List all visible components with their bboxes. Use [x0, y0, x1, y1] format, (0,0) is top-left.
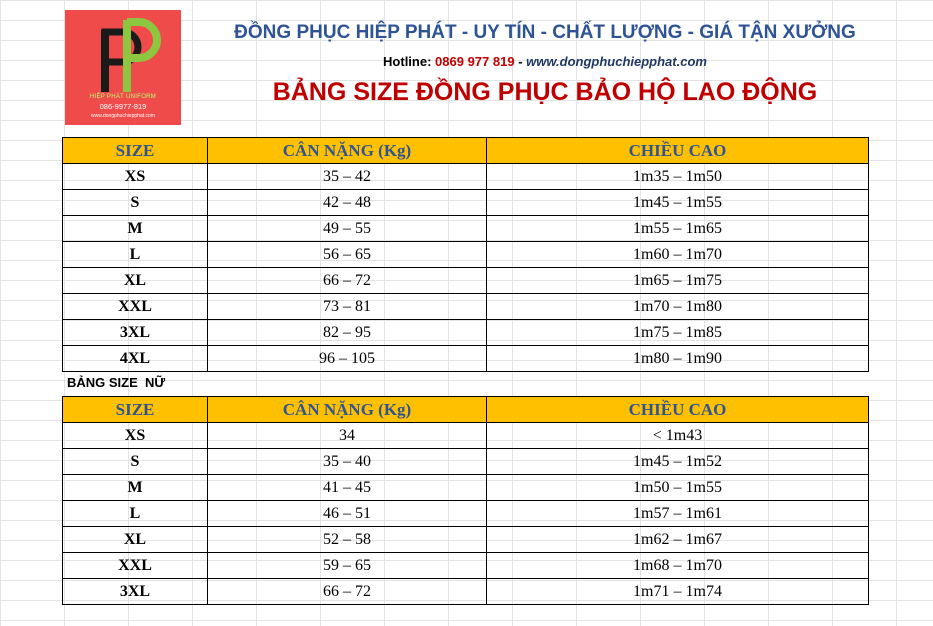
cell-height: 1m45 – 1m52 [487, 449, 869, 475]
cell-height: 1m60 – 1m70 [487, 242, 869, 268]
cell-weight: 73 – 81 [208, 294, 487, 320]
cell-height: 1m71 – 1m74 [487, 579, 869, 605]
column-header-size: SIZE [63, 397, 208, 423]
women-section-label: BẢNG SIZE NỮ [67, 375, 166, 390]
logo-phone: 086-9977-819 [99, 102, 147, 111]
cell-weight: 35 – 40 [208, 449, 487, 475]
cell-size: 3XL [63, 579, 208, 605]
page-title: BẢNG SIZE ĐỒNG PHỤC BẢO HỘ LAO ĐỘNG [272, 78, 818, 106]
cell-height: 1m65 – 1m75 [487, 268, 869, 294]
cell-size: M [63, 475, 208, 501]
cell-height: 1m62 – 1m67 [487, 527, 869, 553]
table-row [63, 553, 869, 579]
cell-weight: 46 – 51 [208, 501, 487, 527]
table-row [63, 190, 869, 216]
cell-size: XXL [63, 294, 208, 320]
cell-height: 1m68 – 1m70 [487, 553, 869, 579]
column-header-height: CHIỀU CAO [487, 138, 869, 164]
table-row [63, 242, 869, 268]
hotline-label: Hotline: [383, 54, 432, 69]
website-text: www.dongphuchiepphat.com [526, 54, 707, 69]
table-row [63, 268, 869, 294]
cell-size: XS [63, 423, 208, 449]
cell-weight: 66 – 72 [208, 579, 487, 605]
table-header-row [63, 138, 869, 164]
cell-size: S [63, 190, 208, 216]
cell-weight: 34 [208, 423, 487, 449]
table-row [63, 423, 869, 449]
table-row [63, 449, 869, 475]
hotline-line [190, 54, 900, 69]
company-tagline: ĐỒNG PHỤC HIỆP PHÁT - UY TÍN - CHẤT LƯỢNG - GIÁ TẬN XƯỞNG [234, 22, 856, 43]
column-header-height: CHIỀU CAO [487, 397, 869, 423]
column-header-size: SIZE [63, 138, 208, 164]
table-row [63, 216, 869, 242]
cell-weight: 49 – 55 [208, 216, 487, 242]
cell-weight: 56 – 65 [208, 242, 487, 268]
table-row [63, 320, 869, 346]
column-header-weight: CÂN NẶNG (Kg) [208, 397, 487, 423]
hotline-number: 0869 977 819 [435, 54, 515, 69]
table-row [63, 527, 869, 553]
cell-size: XS [63, 164, 208, 190]
cell-height: 1m55 – 1m65 [487, 216, 869, 242]
cell-size: M [63, 216, 208, 242]
cell-weight: 35 – 42 [208, 164, 487, 190]
table-row [63, 475, 869, 501]
cell-weight: 52 – 58 [208, 527, 487, 553]
table-row [63, 346, 869, 372]
cell-height: 1m35 – 1m50 [487, 164, 869, 190]
company-logo [65, 10, 181, 125]
men-size-table [62, 137, 869, 372]
cell-size: XL [63, 268, 208, 294]
cell-size: 4XL [63, 346, 208, 372]
cell-size: XL [63, 527, 208, 553]
table-row [63, 579, 869, 605]
cell-weight: 59 – 65 [208, 553, 487, 579]
cell-size: L [63, 501, 208, 527]
cell-size: L [63, 242, 208, 268]
table-row [63, 501, 869, 527]
table-header-row [63, 397, 869, 423]
cell-weight: 42 – 48 [208, 190, 487, 216]
column-header-weight: CÂN NẶNG (Kg) [208, 138, 487, 164]
women-size-table [62, 396, 869, 605]
cell-height: < 1m43 [487, 423, 869, 449]
logo-brand-name: HIỆP PHÁT UNIFORM [89, 94, 157, 100]
table-row [63, 294, 869, 320]
cell-size: XXL [63, 553, 208, 579]
cell-size: 3XL [63, 320, 208, 346]
logo-website: www.dongphuchiepphat.com [91, 113, 155, 119]
cell-height: 1m75 – 1m85 [487, 320, 869, 346]
cell-height: 1m45 – 1m55 [487, 190, 869, 216]
cell-height: 1m80 – 1m90 [487, 346, 869, 372]
cell-weight: 41 – 45 [208, 475, 487, 501]
cell-weight: 66 – 72 [208, 268, 487, 294]
cell-weight: 96 – 105 [208, 346, 487, 372]
cell-height: 1m50 – 1m55 [487, 475, 869, 501]
hotline-separator: - [518, 54, 523, 69]
cell-height: 1m70 – 1m80 [487, 294, 869, 320]
cell-weight: 82 – 95 [208, 320, 487, 346]
table-row [63, 164, 869, 190]
cell-height: 1m57 – 1m61 [487, 501, 869, 527]
cell-size: S [63, 449, 208, 475]
